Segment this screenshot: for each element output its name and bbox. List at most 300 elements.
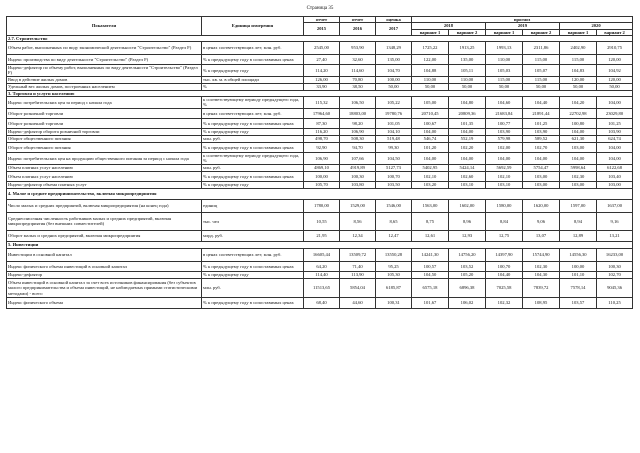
value-cell: 23029,80 [597,108,633,118]
value-cell: 100,67 [412,118,449,128]
value-cell: 15744,90 [523,248,560,261]
value-cell: 103,90 [523,128,560,135]
value-cell: 71,40 [340,261,376,271]
table-row [7,118,633,128]
value-cell: 6122,68 [597,164,633,171]
indicator-name: Индекс-дефлятор оборота розничной торговли [7,128,202,135]
value-cell: 106,02 [449,297,486,308]
table-row [7,128,633,135]
value-cell: 115,00 [486,76,523,83]
forecast-table [6,16,633,309]
value-cell: 104,40 [523,96,560,108]
value-cell: 104,50 [376,152,412,164]
table-row [7,199,633,212]
table-row [7,142,633,152]
value-cell: 12,75 [486,230,523,241]
header-indicator: Показатели [7,17,202,36]
value-cell: 33,90 [304,83,340,90]
value-cell: 11513,65 [304,278,340,297]
value-cell: 114,60 [340,65,376,77]
value-cell: 498,70 [304,135,340,142]
value-cell: 103,90 [486,128,523,135]
value-cell: 1348,29 [376,42,412,55]
value-cell: 4919,89 [340,164,376,171]
value-cell: 44,60 [340,297,376,308]
value-cell: 103,20 [412,181,449,188]
value-cell: 9045,36 [597,278,633,297]
value-cell: 50,00 [486,83,523,90]
value-cell: 104,00 [486,152,523,164]
unit-cell: тыс. чел [202,212,304,230]
value-cell: 105,00 [412,96,449,108]
unit-cell: % к предыдущему году в сопоставимых ценах [202,118,304,128]
value-cell: 8,65 [376,212,412,230]
unit-cell: тыс. кв. м. в общей площади [202,76,304,83]
value-cell: 103,80 [340,181,376,188]
value-cell: 115,00 [523,76,560,83]
value-cell: 17964,60 [304,108,340,118]
value-cell: 6575,18 [412,278,449,297]
unit-cell: млрд. руб. [202,230,304,241]
unit-cell: % к предыдущему году в сопоставимых ценах [202,55,304,65]
value-cell: 115,00 [523,55,560,65]
indicator-name: Оборот розничной торговли [7,108,202,118]
value-cell: 95,25 [376,261,412,271]
value-cell: 114,20 [304,65,340,77]
table-row [7,297,633,308]
section-title: 5. Инвестиции [7,241,633,248]
value-cell: 70,80 [340,76,376,83]
value-cell: 624,74 [597,135,633,142]
table-row [7,42,633,55]
value-cell: 98,20 [340,118,376,128]
value-cell: 1546,00 [376,199,412,212]
value-cell: 21,95 [304,230,340,241]
value-cell: 100,77 [486,118,523,128]
value-cell: 135,00 [376,55,412,65]
table-row [7,135,633,142]
value-cell: 120,00 [597,55,633,65]
value-cell: 12,47 [376,230,412,241]
value-cell: 102,30 [523,261,560,271]
value-cell: 7578,14 [560,278,597,297]
value-cell: 105,22 [376,96,412,108]
value-cell: 16605,44 [304,248,340,261]
header-year: 2017 [376,23,412,36]
value-cell: 64,20 [304,261,340,271]
value-cell: 589,52 [523,135,560,142]
indicator-name: Индекс-дефлятор объема платных услуг [7,181,202,188]
value-cell: 102,60 [449,171,486,181]
header-variant: вариант 1 [560,29,597,35]
value-cell: 108,95 [523,297,560,308]
table-row [7,261,633,271]
value-cell: 103,00 [523,171,560,181]
value-cell: 20809,36 [449,108,486,118]
table-row [7,278,633,297]
value-cell: 104,00 [560,152,597,164]
section-title: 4. Малое и среднее предпринимательство, включая микропредприятия [7,188,633,199]
value-cell: 102,70 [523,142,560,152]
value-cell: 10,55 [304,212,340,230]
table-header [7,17,633,36]
value-cell: 12,89 [560,230,597,241]
value-cell: 32,60 [340,55,376,65]
table-row [7,248,633,261]
table-row [7,108,633,118]
value-cell: 103,50 [376,181,412,188]
section-title: 3. Торговля и услуги населению [7,90,633,96]
value-cell: 103,10 [486,181,523,188]
value-cell: 103,00 [597,181,633,188]
value-cell: 107,66 [340,152,376,164]
indicator-name: Индекс физического объема [7,297,202,308]
unit-cell: % к предыдущему году в сопоставимых ценах [202,142,304,152]
indicator-name: Индекс-дефлятор по объему работ, выполненных по виду деятельности "Строительство" (Раздел F) [7,65,202,77]
value-cell: 7025,58 [486,278,523,297]
value-cell: 100,00 [560,261,597,271]
indicator-name: Объем инвестиций в основной капитал за счет всех источников финансирования (без субъектов малого предпринимательства и объема инвестиций, не наблюдаемых прямыми статистическими методами) - всего [7,278,202,297]
value-cell: 2402,90 [560,42,597,55]
value-cell: 100,00 [304,171,340,181]
value-cell: 115,00 [560,55,597,65]
value-cell: 621,30 [560,135,597,142]
value-cell: 102,32 [486,297,523,308]
value-cell: 1637,00 [597,199,633,212]
value-cell: 103,90 [597,128,633,135]
value-cell: 135,00 [449,55,486,65]
value-cell: 1597,00 [560,199,597,212]
unit-cell: единиц [202,199,304,212]
value-cell: 106,90 [304,152,340,164]
value-cell: 50,00 [560,83,597,90]
section-row [7,188,633,199]
value-cell: 87,30 [304,118,340,128]
value-cell: 5424,14 [449,164,486,171]
value-cell: 7839,72 [523,278,560,297]
value-cell: 6896,38 [449,278,486,297]
value-cell: 2910,75 [597,42,633,55]
value-cell: 101,05 [376,118,412,128]
value-cell: 105,07 [523,65,560,77]
value-cell: 104,80 [449,96,486,108]
table-row [7,181,633,188]
indicator-name: Оборот малых и средних предприятий, включая микропредприятия [7,230,202,241]
indicator-name: Объем платных услуг населению [7,164,202,171]
value-cell: 9,06 [523,212,560,230]
table-row [7,83,633,90]
header-otchet: отчет [304,17,340,23]
value-cell: 110,25 [597,297,633,308]
header-forecast-year: 2020 [560,23,633,29]
value-cell: 68,40 [304,297,340,308]
value-cell: 13509,72 [340,248,376,261]
value-cell: 104,20 [560,96,597,108]
value-cell: 105,03 [486,65,523,77]
value-cell: 1913,25 [449,42,486,55]
value-cell: 8,75 [412,212,449,230]
value-cell: 104,10 [376,128,412,135]
value-cell: 100,57 [412,261,449,271]
value-cell: 120,00 [597,76,633,83]
value-cell: 16233,00 [597,248,633,261]
unit-cell: % [202,83,304,90]
value-cell: 114,40 [304,271,340,278]
value-cell: 22702,98 [560,108,597,118]
value-cell: 100,00 [376,76,412,83]
value-cell: 20710,45 [412,108,449,118]
indicator-name: Оборот общественного питания [7,135,202,142]
value-cell: 106,90 [340,128,376,135]
value-cell: 1993,13 [486,42,523,55]
value-cell: 104,40 [486,271,523,278]
unit-cell: в ценах соответствующих лет; млн. руб. [202,108,304,118]
value-cell: 21891,44 [523,108,560,118]
indicator-name: Объем платных услуг населению [7,171,202,181]
value-cell: 103,00 [560,142,597,152]
value-cell: 50,00 [412,83,449,90]
table-row [7,65,633,77]
value-cell: 8,84 [486,212,523,230]
value-cell: 104,70 [376,65,412,77]
value-cell: 101,10 [560,271,597,278]
value-cell: 102,10 [412,171,449,181]
value-cell: 1563,00 [412,199,449,212]
value-cell: 1780,00 [304,199,340,212]
value-cell: 552,19 [449,135,486,142]
value-cell: 13,07 [523,230,560,241]
header-variant: вариант 1 [412,29,449,35]
indicator-name: Индекс физического объема инвестиций в основной капитал [7,261,202,271]
value-cell: 105,70 [304,181,340,188]
value-cell: 100,70 [376,171,412,181]
table-row [7,164,633,171]
header-variant: вариант 2 [449,29,486,35]
value-cell: 115,32 [304,96,340,108]
unit-cell: млн. руб. [202,135,304,142]
value-cell: 953,90 [340,42,376,55]
value-cell: 1725,22 [412,42,449,55]
value-cell: 14756,20 [449,248,486,261]
indicator-name: Индекс производства по виду деятельности "Строительство" (Раздел F) [7,55,202,65]
value-cell: 101,67 [412,297,449,308]
unit-cell: % к предыдущему году [202,128,304,135]
indicator-name: Индекс потребительских цен на продукцию общественного питания за период с начала года [7,152,202,164]
value-cell: 13550,28 [376,248,412,261]
value-cell: 103,40 [597,171,633,181]
value-cell: 2311,86 [523,42,560,55]
header-year: 2015 [304,23,340,36]
indicator-name: Удельный вес жилых домов, построенных населением [7,83,202,90]
value-cell: 102,10 [486,171,523,181]
value-cell: 105,30 [376,271,412,278]
value-cell: 100,31 [376,297,412,308]
value-cell: 8,56 [340,212,376,230]
value-cell: 104,00 [597,96,633,108]
unit-cell: к соответствующему периоду предыдущего года, % [202,96,304,108]
unit-cell: % к предыдущему году [202,181,304,188]
value-cell: 5402,95 [412,164,449,171]
value-cell: 12,61 [412,230,449,241]
value-cell: 38,50 [340,83,376,90]
value-cell: 104,00 [523,152,560,164]
value-cell: 1602,00 [449,199,486,212]
value-cell: 1580,00 [486,199,523,212]
header-otsenka: оценка [376,17,412,23]
value-cell: 104,00 [412,152,449,164]
value-cell: 1620,00 [523,199,560,212]
header-variant: вариант 2 [523,29,560,35]
value-cell: 50,00 [449,83,486,90]
value-cell: 14241,30 [412,248,449,261]
indicator-name: Ввод в действие жилых домов [7,76,202,83]
value-cell: 92,90 [304,142,340,152]
value-cell: 106,50 [340,96,376,108]
header-forecast-year: 2018 [412,23,486,29]
value-cell: 103,10 [449,181,486,188]
value-cell: 50,00 [597,83,633,90]
indicator-name: Число малых и средних предприятий, включая микропредприятия (на конец года) [7,199,202,212]
section-row [7,241,633,248]
value-cell: 110,00 [449,76,486,83]
value-cell: 104,50 [412,271,449,278]
value-cell: 508,30 [340,135,376,142]
value-cell: 103,52 [449,261,486,271]
table-row [7,55,633,65]
value-cell: 104,00 [412,128,449,135]
unit-cell: % к предыдущему году [202,65,304,77]
unit-cell: к соответствующему периоду предыдущего года, % [202,152,304,164]
value-cell: 110,00 [412,76,449,83]
value-cell: 2545,00 [304,42,340,55]
indicator-name: Индекс-дефлятор [7,271,202,278]
value-cell: 110,00 [486,55,523,65]
unit-cell: в ценах соответствующих лет; млн. руб. [202,248,304,261]
unit-cell: % к предыдущему году [202,271,304,278]
value-cell: 19780,76 [376,108,412,118]
value-cell: 101,35 [449,118,486,128]
value-cell: 8,94 [560,212,597,230]
value-cell: 1529,00 [340,199,376,212]
value-cell: 113,90 [340,271,376,278]
value-cell: 5692,59 [486,164,523,171]
header-variant: вариант 2 [597,29,633,35]
value-cell: 14397,90 [486,248,523,261]
header-year: 2016 [340,23,376,36]
indicator-name: Оборот общественного питания [7,142,202,152]
header-unit: Единица измерения [202,17,304,36]
value-cell: 99,30 [376,142,412,152]
page-number: Страница 35 [306,6,334,11]
value-cell: 104,00 [560,128,597,135]
value-cell: 100,80 [560,118,597,128]
value-cell: 519,48 [376,135,412,142]
value-cell: 50,00 [523,83,560,90]
table-row [7,171,633,181]
value-cell: 104,00 [449,152,486,164]
value-cell: 27,40 [304,55,340,65]
table-body [7,35,633,308]
value-cell: 101,25 [523,118,560,128]
value-cell: 12,93 [449,230,486,241]
header-forecast-year: 2019 [486,23,560,29]
value-cell: 101,20 [412,142,449,152]
unit-cell: в ценах соответствующих лет; млн. руб. [202,42,304,55]
value-cell: 21683,84 [486,108,523,118]
value-cell: 122,00 [412,55,449,65]
value-cell: 8,96 [449,212,486,230]
indicator-name: Объем работ, выполненных по виду экономической деятельности "Строительство" (Раздел F) [7,42,202,55]
unit-cell: % к предыдущему году в сопоставимых ценах [202,261,304,271]
value-cell: 5854,04 [340,278,376,297]
indicator-name: Индекс потребительских цен за период с начала года [7,96,202,108]
value-cell: 103,00 [560,181,597,188]
value-cell: 12,34 [340,230,376,241]
value-cell: 104,00 [449,128,486,135]
header-otchet: отчет [340,17,376,23]
value-cell: 579,98 [486,135,523,142]
value-cell: 5998,64 [560,164,597,171]
indicator-name: Оборот розничной торговли [7,118,202,128]
value-cell: 103,57 [560,297,597,308]
value-cell: 5127,73 [376,164,412,171]
table-row [7,96,633,108]
value-cell: 101,25 [597,118,633,128]
value-cell: 100,70 [486,261,523,271]
value-cell: 100,30 [340,171,376,181]
value-cell: 13,21 [597,230,633,241]
value-cell: 104,00 [597,152,633,164]
value-cell: 14556,30 [560,248,597,261]
value-cell: 100,30 [597,261,633,271]
table-row [7,271,633,278]
unit-cell: млн. руб. [202,278,304,297]
header-variant: вариант 1 [486,29,523,35]
value-cell: 102,00 [486,142,523,152]
value-cell: 102,70 [597,271,633,278]
value-cell: 9,16 [597,212,633,230]
value-cell: 120,00 [560,76,597,83]
unit-cell: % к предыдущему году в сопоставимых ценах [202,171,304,181]
value-cell: 105,11 [449,65,486,77]
table-row [7,230,633,241]
value-cell: 102,30 [560,171,597,181]
value-cell: 102,20 [449,142,486,152]
value-cell: 94,70 [340,142,376,152]
table-row [7,152,633,164]
header-prognoz: прогноз [412,17,633,23]
value-cell: 5754,47 [523,164,560,171]
value-cell: 18803,00 [340,108,376,118]
unit-cell: % к предыдущему году в сопоставимых ценах [202,297,304,308]
value-cell: 104,00 [597,142,633,152]
value-cell: 104,60 [486,96,523,108]
indicator-name: Среднесписочная численность работников малых и средних предприятий, включая микропредприятия (без внешних совместителей) [7,212,202,230]
indicator-name: Инвестиции в основной капитал [7,248,202,261]
table-row [7,76,633,83]
unit-cell: млн. руб. [202,164,304,171]
value-cell: 6185,87 [376,278,412,297]
value-cell: 50,00 [376,83,412,90]
value-cell: 546,74 [412,135,449,142]
value-cell: 103,00 [523,181,560,188]
section-title: 2.7. Строительство [7,35,633,41]
value-cell: 104,30 [523,271,560,278]
value-cell: 104,88 [412,65,449,77]
value-cell: 105,20 [449,271,486,278]
table-row [7,212,633,230]
value-cell: 4869,10 [304,164,340,171]
